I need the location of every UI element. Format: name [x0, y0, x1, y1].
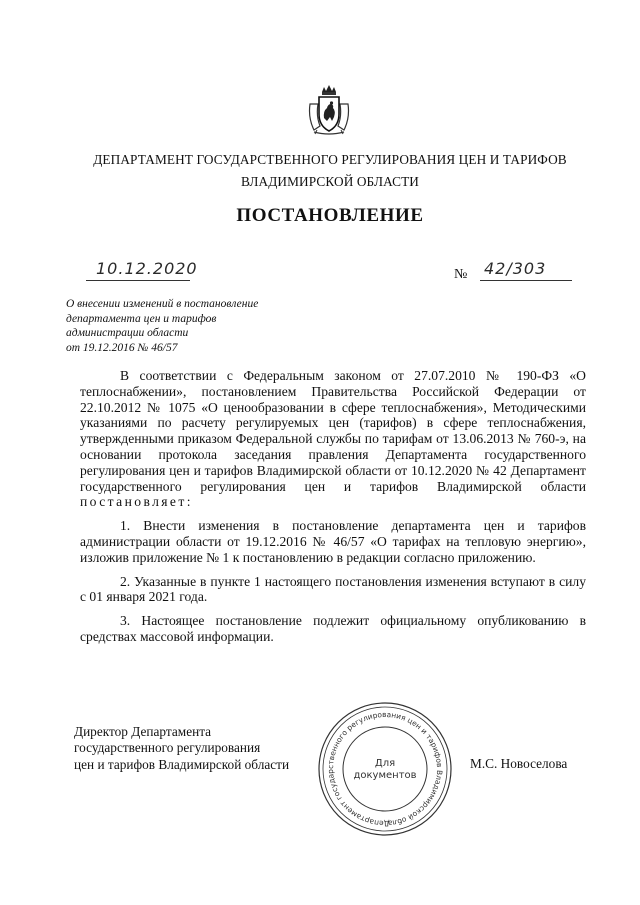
- decree-word: постановляет:: [80, 494, 193, 510]
- stamp-center-line1: Для: [374, 758, 396, 769]
- document-date: 10.12.2020: [96, 259, 198, 278]
- department-name-line2: ВЛАДИМИРСКОЙ ОБЛАСТИ: [240, 174, 420, 189]
- subject-line: О внесении изменений в постановление: [66, 298, 259, 310]
- number-underline: [480, 280, 572, 281]
- signatory-name: М.С. Новоселова: [470, 756, 568, 771]
- position-line: цен и тарифов Владимирской области: [74, 756, 290, 772]
- coat-of-arms-icon: [306, 84, 352, 136]
- document-subject: [66, 297, 306, 355]
- item-paragraph-1: 1. Внести изменения в постановление департамента цен и тарифов администрации области от 19.12.2016 № 46/57 «О тарифах на тепловую энергию», изложив приложение № 1 к постановлению в редакции согласно приложению.: [80, 518, 586, 565]
- number-sign: №: [454, 267, 468, 282]
- signatory-position: [74, 724, 314, 773]
- stamp-center-line2: документов: [353, 770, 417, 781]
- official-stamp: [316, 700, 454, 838]
- item-paragraph-2: 2. Указанные в пункте 1 настоящего постановления изменения вступают в силу с 01 января 2021 года.: [80, 573, 586, 605]
- date-underline: [86, 280, 190, 281]
- position-line: государственного регулирования: [74, 740, 261, 756]
- preamble-paragraph: [80, 368, 586, 510]
- item-paragraph-3: 3. Настоящее постановление подлежит официальному опубликованию в средствах массовой информации.: [80, 613, 586, 644]
- department-name-line1: ДЕПАРТАМЕНТ ГОСУДАРСТВЕННОГО РЕГУЛИРОВАНИЯ ЦЕН И ТАРИФОВ: [93, 152, 567, 167]
- preamble-text: В соответствии с Федеральным законом от 27.07.2010 № 190-ФЗ «О теплоснабжении», постановлением Правительства Российской Федерации от 22.10.2012 № 1075 «О ценообразовании в сфере теплоснабжения», Методическими указаниями по расчету регулируемых цен (тарифов) в сфере теплоснабжения, утвержденными приказом Федеральной службы по тарифам от 13.06.2013 № 760-э, на основании протокола заседания правления Департамента государственного регулирования цен и тарифов Владимирской области от 10.12.2020 № 42 Департамент государственного регулирования цен и тарифов Владимирской области: [80, 368, 586, 494]
- document-number: 42/303: [484, 259, 547, 278]
- subject-line: от 19.12.2016 № 46/57: [66, 341, 178, 354]
- document-body: [80, 368, 586, 645]
- subject-line: администрации области: [66, 327, 189, 340]
- position-line: Директор Департамента: [74, 724, 212, 739]
- stamp-ring-text: Департамент государственного регулирования цен и тарифов Владимирской области: [325, 709, 445, 829]
- document-title: ПОСТАНОВЛЕНИЕ: [236, 205, 424, 226]
- subject-line: департамента цен и тарифов: [66, 312, 217, 325]
